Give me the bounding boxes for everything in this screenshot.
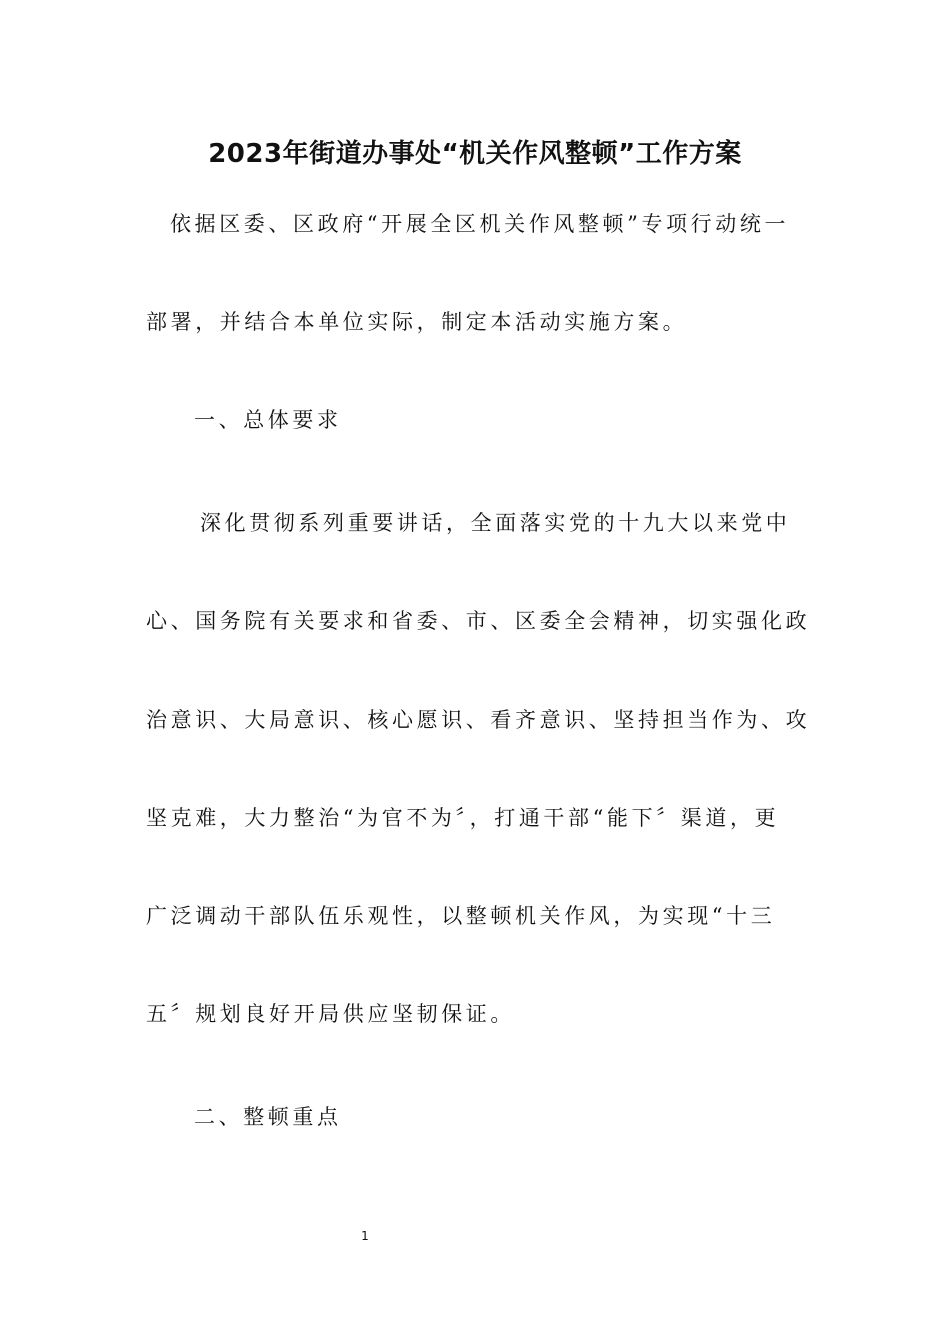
section-heading-general-requirements: 一、总体要求 bbox=[194, 408, 342, 432]
section1-line-1: 深化贯彻系列重要讲话，全面落实党的十九大以来党中 bbox=[200, 511, 791, 535]
intro-line-2: 部署，并结合本单位实际，制定本活动实施方案。 bbox=[146, 310, 688, 334]
section-heading-rectification-focus: 二、整顿重点 bbox=[194, 1105, 342, 1129]
document-title: 2023年街道办事处“机关作风整顿”工作方案 bbox=[208, 139, 742, 169]
section1-line-6: 五〞规划良好开局供应坚韧保证。 bbox=[146, 1002, 515, 1026]
section1-line-4: 坚克难，大力整治“为官不为〞，打通干部“能下〞渠道，更 bbox=[146, 806, 780, 830]
section1-line-5: 广泛调动干部队伍乐观性，以整顿机关作风，为实现“十三 bbox=[146, 904, 776, 928]
intro-line-1: 依据区委、区政府“开展全区机关作风整顿”专项行动统一 bbox=[170, 212, 790, 236]
page-number: 1 bbox=[361, 1229, 369, 1243]
section1-line-3: 治意识、大局意识、核心愿识、看齐意识、坚持担当作为、攻 bbox=[146, 708, 811, 732]
section1-line-2: 心、国务院有关要求和省委、市、区委全会精神，切实强化政 bbox=[146, 609, 811, 633]
